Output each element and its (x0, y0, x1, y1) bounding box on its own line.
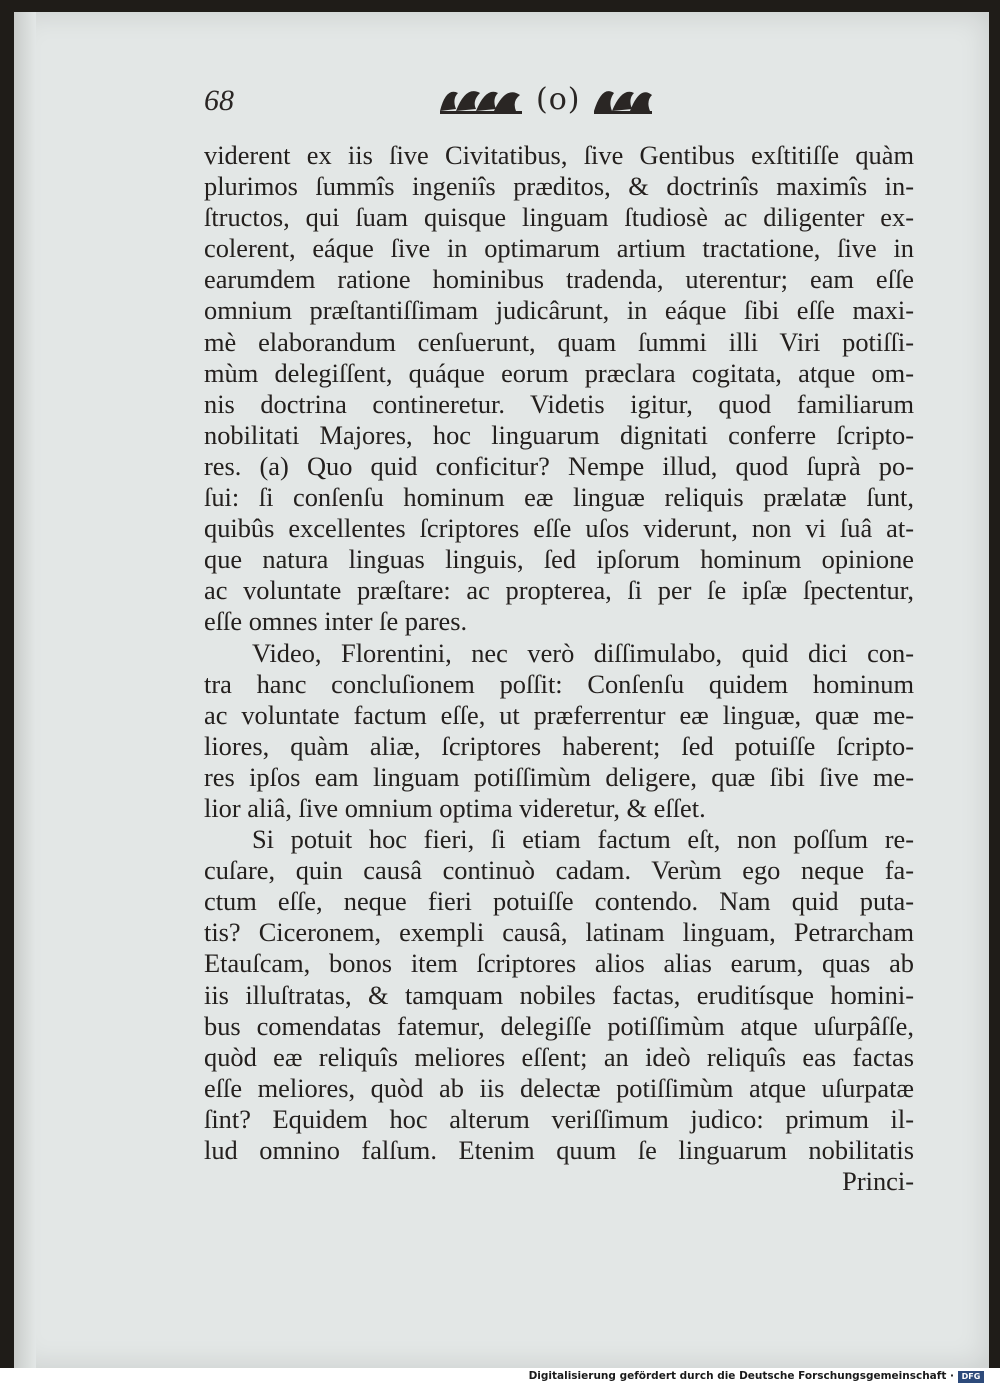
text-line: viderent ex iis ſive Civitatibus, ſive Gentibus exſtitiſſe quàm (204, 140, 914, 170)
text-line: eſſe meliores, quòd ab iis delectæ potiſſimùm atque uſurpatæ (204, 1072, 914, 1103)
dfg-logo: DFG (958, 1371, 984, 1383)
text-line: colerent, eáque ſive in optimarum artium tractatione, ſive in (204, 233, 914, 264)
text-line: Si potuit hoc fieri, ſi etiam factum eſt, non poſſum re- (252, 824, 914, 855)
body-text (204, 140, 914, 1197)
left-fleuron-icon (436, 83, 526, 117)
text-line: Video, Florentini, nec verò diſſimulabo, quid dici con- (252, 637, 914, 668)
text-line: earumdem ratione hominibus tradenda, uterentur; eam eſſe (204, 264, 914, 295)
header-ornament (436, 82, 656, 117)
text-line: iis illuſtratas, & tamquam nobiles factas, eruditísque homini- (204, 979, 914, 1010)
text-line: ctum eſſe, neque fieri potuiſſe contendo. Nam quid puta- (204, 886, 914, 917)
footer-bar (0, 1368, 1000, 1386)
text-line: cuſare, quin causâ continuò cadam. Verùm ego neque fa- (204, 855, 914, 886)
text-line: nis doctrina contineretur. Videtis igitur, quod familiarum (204, 388, 914, 419)
page-gutter-shadow (14, 12, 36, 1368)
catchword: Princi- (842, 1166, 914, 1197)
ornament-center: (o) (536, 82, 581, 117)
text-line: lior aliâ, ſive omnium optima videretur, & eſſet. (204, 792, 706, 823)
right-fleuron-icon (590, 83, 656, 117)
text-line: plurimos ſummîs ingeniîs præditos, & doctrinîs maximîs in- (204, 171, 914, 202)
text-line: que natura linguas linguis, ſed ipſorum hominum opinione (204, 544, 914, 575)
text-line: mùm delegiſſent, quáque eorum præclara cogitata, atque om- (204, 357, 914, 388)
funding-credit: Digitalisierung gefördert durch die Deutsche Forschungsgemeinschaft · (528, 1370, 954, 1382)
text-line: ac voluntate præſtare: ac propterea, ſi per ſe ipſæ ſpectentur, (204, 575, 914, 606)
text-line: ſint? Equidem hoc alterum veriſſimum judico: primum il- (204, 1103, 914, 1134)
text-line: quòd eæ reliquîs meliores eſſent; an ideò reliquîs eas factas (204, 1041, 914, 1072)
text-line: res. (a) Quo quid conficitur? Nempe illud, quod ſuprà po- (204, 450, 914, 481)
text-line: ſtructos, qui ſuam quisque linguam ſtudiosè ac diligenter ex- (204, 202, 914, 233)
text-line: lud omnino falſum. Etenim quum ſe linguarum nobilitatis (204, 1135, 914, 1165)
text-line: bus comendatas fatemur, delegiſſe potiſſimùm atque uſurpâſſe, (204, 1010, 914, 1041)
page-number: 68 (204, 84, 234, 117)
text-line: Etauſcam, bonos item ſcriptores alios alias earum, quas ab (204, 948, 914, 979)
text-line: nobilitati Majores, hoc linguarum dignitati conferre ſcripto- (204, 419, 914, 450)
text-line: tis? Ciceronem, exempli causâ, latinam linguam, Petrarcham (204, 917, 914, 948)
text-line: tra hanc concluſionem poſſit: Conſenſu quidem hominum (204, 668, 914, 699)
text-line: omnium præſtantiſſimam judicârunt, in eáque ſibi eſſe maxi- (204, 295, 914, 326)
text-line: mè elaborandum cenſuerunt, quam ſummi illi Viri potiſſi- (204, 326, 914, 357)
text-line: quibûs excellentes ſcriptores eſſe uſos viderunt, non vi ſuâ at- (204, 513, 914, 544)
text-line: ac voluntate factum eſſe, ut præferrentur eæ linguæ, quæ me- (204, 699, 914, 730)
text-line: liores, quàm aliæ, ſcriptores haberent; ſed potuiſſe ſcripto- (204, 730, 914, 761)
text-line: ſui: ſi conſenſu hominum eæ linguæ reliquis prælatæ ſunt, (204, 482, 914, 513)
text-line: eſſe omnes inter ſe pares. (204, 606, 468, 637)
text-line: res ipſos eam linguam potiſſimùm deligere, quæ ſibi ſive me- (204, 761, 914, 792)
